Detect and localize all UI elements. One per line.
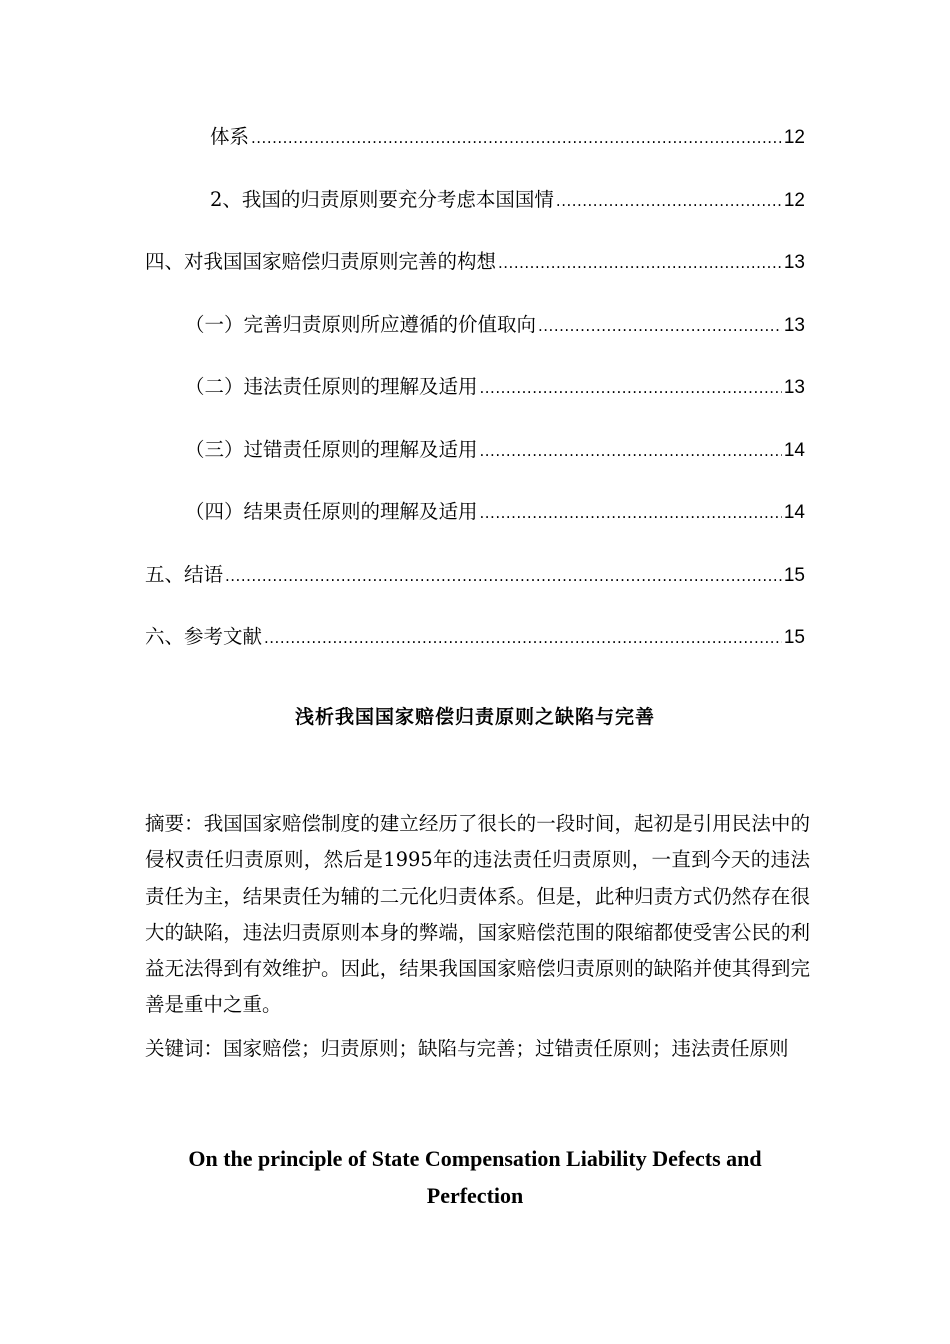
toc-entry[interactable] <box>145 310 805 373</box>
keywords-text: 国家赔偿；归责原则；缺陷与完善；过错责任原则；违法责任原则 <box>223 1037 789 1060</box>
toc-entry[interactable] <box>145 497 805 560</box>
keywords-paragraph <box>145 1031 810 1067</box>
toc-entry-page: 15 <box>783 564 805 586</box>
toc-dot-leader <box>538 311 782 341</box>
abstract-text: 我国国家赔偿制度的建立经历了很长的一段时间，起初是引用民法中的侵权责任归责原则，然后是1995年的违法责任归责原则，一直到今天的违法责任为主，结果责任为辅的二元化归责体系。但是，此种归责方式仍然存在很大的缺陷，违法归责原则本身的弊端，国家赔偿范围的限缩都使受害公民的利益无法得到有效维护。因此，结果我国国家赔偿归责原则的缺陷并使其得到完善是重中之重。 <box>145 812 810 1017</box>
toc-entry-label: 2、我国的归责原则要充分考虑本国国情 <box>210 187 554 211</box>
toc-entry-page: 15 <box>783 627 805 648</box>
toc-dot-leader <box>498 248 782 278</box>
toc-entry[interactable] <box>145 560 805 623</box>
toc-dot-leader <box>251 123 782 153</box>
abstract-paragraph <box>145 806 810 1024</box>
toc-entry-label: 六、参考文献 <box>145 625 263 648</box>
toc-dot-leader <box>480 373 782 403</box>
toc-entry-label: （三）过错责任原则的理解及适用 <box>185 437 478 461</box>
toc-entry[interactable] <box>145 372 805 435</box>
toc-entry[interactable] <box>145 122 805 185</box>
toc-entry-page: 14 <box>783 502 805 523</box>
toc-entry-label: （四）结果责任原则的理解及适用 <box>185 500 478 523</box>
chinese-paper-title: 浅析我国国家赔偿归责原则之缺陷与完善 <box>294 706 655 728</box>
toc-entry-page: 13 <box>783 377 805 398</box>
english-title-line-2: Perfection <box>426 1183 524 1208</box>
toc-entry-label: 体系 <box>210 125 250 148</box>
toc-entry[interactable] <box>145 247 805 310</box>
toc-dot-leader <box>480 436 782 466</box>
toc-entry-page: 13 <box>783 314 805 336</box>
toc-entry-page: 12 <box>783 189 805 211</box>
english-title-line-1: On the principle of State Compensation Liability Defects and <box>188 1146 762 1171</box>
keywords-label: 关键词： <box>145 1037 224 1060</box>
toc-entry-page: 12 <box>783 127 805 148</box>
english-paper-title <box>120 1140 830 1214</box>
toc-dot-leader <box>264 623 782 653</box>
toc-entry[interactable] <box>145 435 805 498</box>
toc-dot-leader <box>556 186 782 216</box>
abstract-label: 摘要： <box>145 812 204 835</box>
toc-entry-label: （二）违法责任原则的理解及适用 <box>185 375 478 398</box>
toc-entry[interactable] <box>145 622 805 685</box>
table-of-contents <box>145 122 805 685</box>
toc-entry-label: （一）完善归责原则所应遵循的价值取向 <box>185 312 537 336</box>
toc-dot-leader <box>225 561 782 591</box>
toc-entry[interactable] <box>145 185 805 248</box>
toc-entry-label: 四、对我国国家赔偿归责原则完善的构想 <box>145 250 497 273</box>
toc-entry-page: 14 <box>783 439 805 461</box>
toc-entry-label: 五、结语 <box>145 562 224 586</box>
toc-dot-leader <box>480 498 782 528</box>
toc-entry-page: 13 <box>783 252 805 273</box>
